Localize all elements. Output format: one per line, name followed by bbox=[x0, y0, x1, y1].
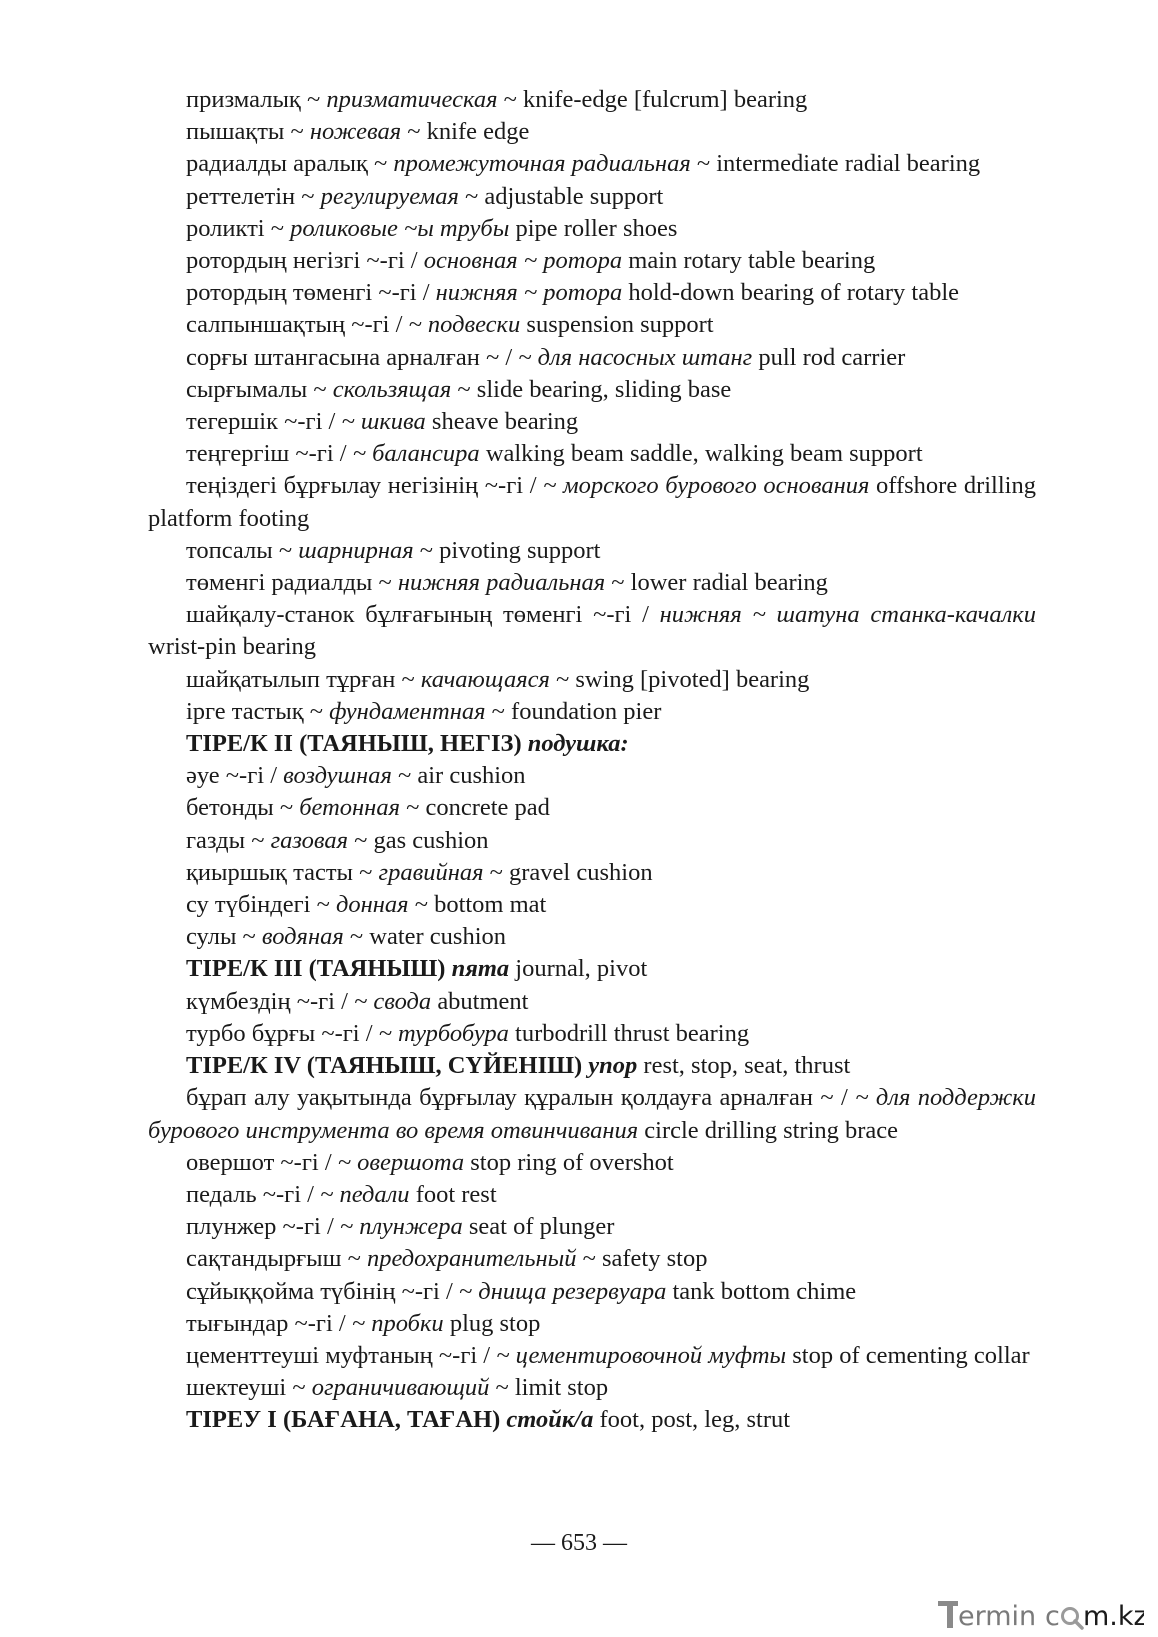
term-entry bbox=[148, 1179, 1036, 1211]
russian-term: подушка: bbox=[527, 730, 629, 758]
term-entry bbox=[148, 277, 1036, 309]
kazakh-term: бетонды ~ bbox=[186, 794, 300, 822]
term-entry bbox=[148, 342, 1036, 374]
svg-text:c: c bbox=[1045, 1601, 1060, 1632]
russian-term: стойк/а bbox=[506, 1406, 594, 1434]
term-entry bbox=[148, 1082, 1036, 1146]
kazakh-term: сорғы штангасына арналған ~ / bbox=[186, 343, 519, 371]
english-term: ~ intermediate radial bearing bbox=[690, 150, 981, 178]
term-entry bbox=[148, 986, 1036, 1018]
english-term: journal, pivot bbox=[509, 955, 648, 983]
kazakh-term: газды ~ bbox=[186, 826, 271, 854]
english-term: ~ safety stop bbox=[576, 1245, 708, 1273]
term-entry bbox=[148, 406, 1036, 438]
russian-term: предохранительный bbox=[367, 1245, 577, 1273]
svg-text:ermin: ermin bbox=[958, 1601, 1037, 1632]
kazakh-term: су түбіндегі ~ bbox=[186, 891, 336, 919]
kazakh-term: ротордың төменгі ~-гі / bbox=[186, 279, 436, 307]
kazakh-term: педаль ~-гі / bbox=[186, 1180, 321, 1208]
english-term: ~ bottom mat bbox=[408, 891, 547, 919]
russian-term: газовая bbox=[270, 826, 348, 854]
term-entry bbox=[148, 309, 1036, 341]
kazakh-term: ротордың негізгі ~-гі / bbox=[186, 247, 424, 275]
russian-term: ~ турбобура bbox=[378, 1019, 509, 1047]
kazakh-term: қиыршық тасты ~ bbox=[186, 858, 379, 886]
term-entry bbox=[148, 148, 1036, 180]
russian-term: нижняя радиальная bbox=[397, 569, 606, 597]
kazakh-term: күмбездің ~-гі / bbox=[186, 987, 355, 1015]
termincom-watermark-logo bbox=[934, 1592, 1144, 1632]
english-term: abutment bbox=[431, 987, 529, 1015]
russian-term: ограничивающий bbox=[311, 1374, 490, 1402]
russian-term: бетонная bbox=[299, 794, 400, 822]
term-entry bbox=[148, 1211, 1036, 1243]
russian-term: гравийная bbox=[378, 858, 484, 886]
term-entry bbox=[148, 535, 1036, 567]
term-entry bbox=[148, 245, 1036, 277]
term-entry bbox=[148, 792, 1036, 824]
russian-term: шарнирная bbox=[298, 536, 414, 564]
russian-term: нижняя ~ шатуна станка-качалки bbox=[659, 601, 1037, 629]
english-term: ~ knife-edge [fulcrum] bearing bbox=[497, 86, 808, 113]
english-term: ~ gravel cushion bbox=[483, 858, 653, 886]
russian-term: ~ плунжера bbox=[339, 1213, 463, 1241]
term-entry bbox=[148, 374, 1036, 406]
term-entry bbox=[148, 1340, 1036, 1372]
english-term: ~ limit stop bbox=[489, 1374, 609, 1402]
english-term: seat of plunger bbox=[462, 1213, 615, 1241]
russian-term: промежуточная радиальная bbox=[393, 150, 691, 178]
russian-term: ~ балансира bbox=[352, 440, 480, 468]
english-term: circle drilling string brace bbox=[638, 1116, 899, 1144]
russian-term: скользящая bbox=[332, 375, 452, 403]
kazakh-term: роликті ~ bbox=[186, 214, 291, 242]
term-entry bbox=[148, 1243, 1036, 1275]
kazakh-term: ТІРЕ/К ІІ (ТАЯНЫШ, НЕГІЗ) bbox=[186, 730, 528, 758]
english-term: ~ adjustable support bbox=[458, 182, 664, 210]
kazakh-term: сырғымалы ~ bbox=[186, 375, 333, 403]
english-term: ~ concrete pad bbox=[399, 794, 550, 822]
russian-term: качающаяся bbox=[420, 665, 550, 693]
english-term: wrist-pin bearing bbox=[148, 633, 317, 661]
english-term: ~ pivoting support bbox=[413, 536, 601, 564]
russian-term: пята bbox=[451, 955, 510, 983]
russian-term: водяная bbox=[261, 923, 344, 951]
english-term: tank bottom chime bbox=[666, 1277, 857, 1305]
kazakh-term: шайқалу-станок бұлғағының төменгі ~-гі / bbox=[186, 601, 660, 629]
english-term: suspension support bbox=[520, 311, 714, 339]
term-entry bbox=[148, 567, 1036, 599]
kazakh-term: пышақты ~ bbox=[186, 118, 310, 146]
headword-entry bbox=[148, 728, 1036, 760]
kazakh-term: плунжер ~-гі / bbox=[186, 1213, 340, 1241]
kazakh-term: сулы ~ bbox=[186, 923, 262, 951]
svg-text:m.kz: m.kz bbox=[1083, 1601, 1144, 1632]
english-term: plug stop bbox=[443, 1309, 541, 1337]
term-entry bbox=[148, 1276, 1036, 1308]
kazakh-term: ТІРЕ/К ІV (ТАЯНЫШ, СҮЙЕНІШ) bbox=[186, 1052, 589, 1080]
english-term: stop of cementing collar bbox=[786, 1341, 1030, 1369]
russian-term: донная bbox=[335, 891, 409, 919]
kazakh-term: реттелетін ~ bbox=[186, 182, 321, 210]
term-entry bbox=[148, 1372, 1036, 1404]
russian-term: регулируемая bbox=[320, 182, 459, 210]
english-term: stop ring of overshot bbox=[464, 1148, 674, 1176]
term-entry bbox=[148, 1018, 1036, 1050]
english-term: ~ lower radial bearing bbox=[605, 569, 828, 597]
kazakh-term: әуе ~-гі / bbox=[186, 762, 284, 790]
russian-term: основная ~ ротора bbox=[423, 247, 623, 275]
kazakh-term: теңгергіш ~-гі / bbox=[186, 440, 353, 468]
russian-term: роликовые ~ы трубы bbox=[290, 214, 510, 242]
english-term: offshore drilling platform footing bbox=[148, 472, 1036, 532]
russian-term: ~ пробки bbox=[351, 1309, 444, 1337]
kazakh-term: төменгі радиалды ~ bbox=[186, 569, 398, 597]
term-entry bbox=[148, 213, 1036, 245]
russian-term: ~ подвески bbox=[408, 311, 521, 339]
russian-term: ~ овершота bbox=[337, 1148, 465, 1176]
kazakh-term: овершот ~-гі / bbox=[186, 1148, 338, 1176]
english-term: ~ gas cushion bbox=[348, 826, 489, 854]
english-term: ~ foundation pier bbox=[485, 697, 662, 725]
english-term: hold-down bearing of rotary table bbox=[622, 279, 960, 307]
term-entry bbox=[148, 921, 1036, 953]
kazakh-term: шектеуші ~ bbox=[186, 1374, 312, 1402]
russian-term: нижняя ~ ротора bbox=[435, 279, 623, 307]
english-term: foot, post, leg, strut bbox=[593, 1406, 791, 1434]
term-entry bbox=[148, 470, 1036, 534]
page-number: — 653 — bbox=[531, 1530, 627, 1556]
kazakh-term: салпыншақтың ~-гі / bbox=[186, 311, 409, 339]
english-term: main rotary table bearing bbox=[622, 247, 876, 275]
english-term: walking beam saddle, walking beam support bbox=[479, 440, 923, 468]
headword-entry bbox=[148, 953, 1036, 985]
english-term: ~ swing [pivoted] bearing bbox=[549, 665, 810, 693]
term-entry bbox=[148, 760, 1036, 792]
kazakh-term: призмалық ~ bbox=[186, 86, 327, 113]
kazakh-term: теңіздегі бұрғылау негізінің ~-гі / bbox=[186, 472, 544, 500]
kazakh-term: радиалды аралық ~ bbox=[186, 150, 394, 178]
kazakh-term: тығындар ~-гі / bbox=[186, 1309, 352, 1337]
kazakh-term: цементтеуші муфтаның ~-гі / bbox=[186, 1341, 497, 1369]
headword-entry bbox=[148, 1050, 1036, 1082]
term-entry bbox=[148, 696, 1036, 728]
headword-entry bbox=[148, 1404, 1036, 1436]
russian-term: ~ цементировочной муфты bbox=[496, 1341, 787, 1369]
kazakh-term: топсалы ~ bbox=[186, 536, 299, 564]
term-entry bbox=[148, 664, 1036, 696]
kazakh-term: шайқатылып тұрған ~ bbox=[186, 665, 421, 693]
russian-term: ~ днища резервуара bbox=[458, 1277, 667, 1305]
term-entry bbox=[148, 1308, 1036, 1340]
kazakh-term: ТІРЕУ І (БАҒАНА, ТАҒАН) bbox=[186, 1406, 507, 1434]
kazakh-term: сақтандырғыш ~ bbox=[186, 1245, 367, 1273]
term-entry bbox=[148, 857, 1036, 889]
kazakh-term: ірге тастық ~ bbox=[186, 697, 330, 725]
english-term: ~ knife edge bbox=[401, 118, 530, 146]
term-entry bbox=[148, 1147, 1036, 1179]
kazakh-term: бұрап алу уақытында бұрғылау құралын қолдауға арналған ~ / bbox=[186, 1084, 856, 1112]
russian-term: фундаментная bbox=[329, 697, 486, 725]
entry-list bbox=[148, 84, 1036, 1437]
term-entry bbox=[148, 889, 1036, 921]
russian-term: воздушная bbox=[283, 762, 392, 790]
russian-term: ~ свода bbox=[354, 987, 432, 1015]
english-term: sheave bearing bbox=[425, 408, 579, 436]
kazakh-term: тегершік ~-гі / bbox=[186, 408, 342, 436]
english-term: ~ water cushion bbox=[343, 923, 507, 951]
russian-term: ~ морского бурового основания bbox=[543, 472, 870, 500]
kazakh-term: ТІРЕ/К ІІІ (ТАЯНЫШ) bbox=[186, 955, 452, 983]
term-entry bbox=[148, 116, 1036, 148]
term-entry bbox=[148, 825, 1036, 857]
english-term: foot rest bbox=[409, 1180, 497, 1208]
kazakh-term: сұйыққойма түбінің ~-гі / bbox=[186, 1277, 459, 1305]
russian-term: упор bbox=[588, 1052, 638, 1080]
term-entry bbox=[148, 599, 1036, 663]
russian-term: ножевая bbox=[309, 118, 402, 146]
term-entry bbox=[148, 438, 1036, 470]
english-term: pull rod carrier bbox=[752, 343, 906, 371]
term-entry bbox=[148, 181, 1036, 213]
english-term: turbodrill thrust bearing bbox=[508, 1019, 750, 1047]
kazakh-term: турбо бұрғы ~-гі / bbox=[186, 1019, 379, 1047]
english-term: pipe roller shoes bbox=[509, 214, 678, 242]
english-term: rest, stop, seat, thrust bbox=[637, 1052, 851, 1080]
term-entry bbox=[148, 84, 1036, 116]
english-term: ~ air cushion bbox=[391, 762, 526, 790]
russian-term: ~ для насосных штанг bbox=[518, 343, 753, 371]
russian-term: ~ для поддержки бурового инструмента во время отвинчивания bbox=[148, 1084, 1037, 1144]
russian-term: призматическая bbox=[326, 86, 498, 113]
english-term: ~ slide bearing, sliding base bbox=[451, 375, 732, 403]
russian-term: ~ педали bbox=[320, 1180, 410, 1208]
russian-term: ~ шкива bbox=[341, 408, 426, 436]
